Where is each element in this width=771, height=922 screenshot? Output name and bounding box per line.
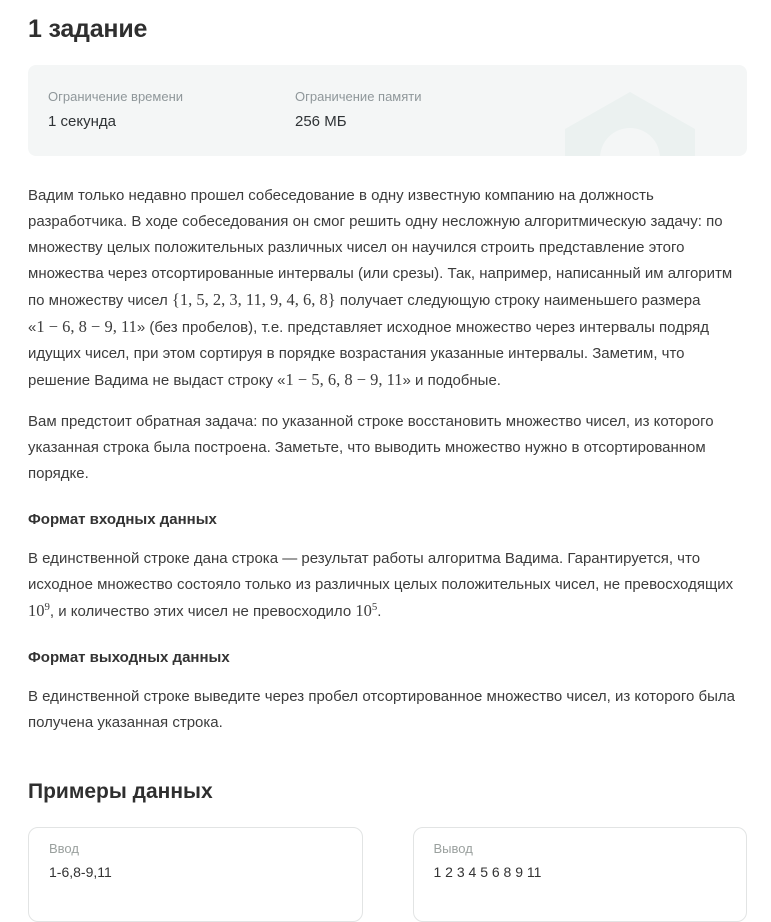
memory-limit bbox=[295, 89, 542, 130]
examples-heading: Примеры данных bbox=[28, 780, 213, 803]
memory-limit-value: 256 МБ bbox=[295, 113, 347, 130]
statement-paragraph-2: Вам предстоит обратная задача: по указанной строке восстановить множество чисел, из которого указанная строка была построена. Заметьте, что выводить множество нужно в отсортированном порядке. bbox=[28, 413, 714, 482]
input-format-paragraph: В единственной строке дана строка — результат работы алгоритма Вадима. Гарантируется, что исходное множество состояло только из различных целых положительных чисел, не превосходящих $10^9$, и количество этих чисел не превосходило $10^5$. bbox=[28, 550, 734, 620]
input-format-heading: Формат входных данных bbox=[28, 511, 217, 528]
examples-section bbox=[28, 780, 747, 922]
examples-grid bbox=[28, 827, 747, 922]
page-title: 1 задание bbox=[28, 15, 148, 43]
statement-paragraph-1: Вадим только недавно прошел собеседование в одну известную компанию на должность разработчика. В ходе собеседования он смог решить одну несложную алгоритмическую задачу: по множеству целых положительных различных чисел он научился строить представление этого множества через отсортированные интервалы (или срезы). Так, например, написанный им алгоритм по множеству чисел {1, 5, 2, 3, 11, 9, 4, 6, 8} получает следующую строку наименьшего размера «1 − 6, 8 − 9, 11» (без пробелов), т.е. представляет исходное множество через интервалы подряд идущих чисел, при этом сортируя в порядке возрастания указанные интервалы. Заметим, что решение Вадима не выдаст строку «1 − 5, 6, 8 − 9, 11» и подобные. bbox=[28, 187, 733, 389]
memory-limit-label: Ограничение памяти bbox=[295, 89, 422, 104]
output-format-heading: Формат выходных данных bbox=[28, 649, 230, 666]
example-input-card bbox=[28, 827, 363, 922]
limits-card bbox=[28, 65, 747, 156]
example-input-value: 1-6,8-9,11 bbox=[49, 864, 112, 880]
time-limit-label: Ограничение времени bbox=[48, 89, 184, 104]
example-output-value: 1 2 3 4 5 6 8 9 11 bbox=[433, 864, 542, 880]
house-watermark-icon bbox=[565, 92, 695, 156]
problem-statement bbox=[28, 183, 747, 736]
time-limit bbox=[48, 89, 295, 130]
example-output-label: Вывод bbox=[433, 841, 473, 856]
output-format-paragraph: В единственной строке выведите через пробел отсортированное множество чисел, из которого была получена указанная строка. bbox=[28, 688, 736, 731]
example-output-card bbox=[413, 827, 748, 922]
example-input-label: Ввод bbox=[49, 841, 79, 856]
time-limit-value: 1 секунда bbox=[48, 113, 116, 130]
